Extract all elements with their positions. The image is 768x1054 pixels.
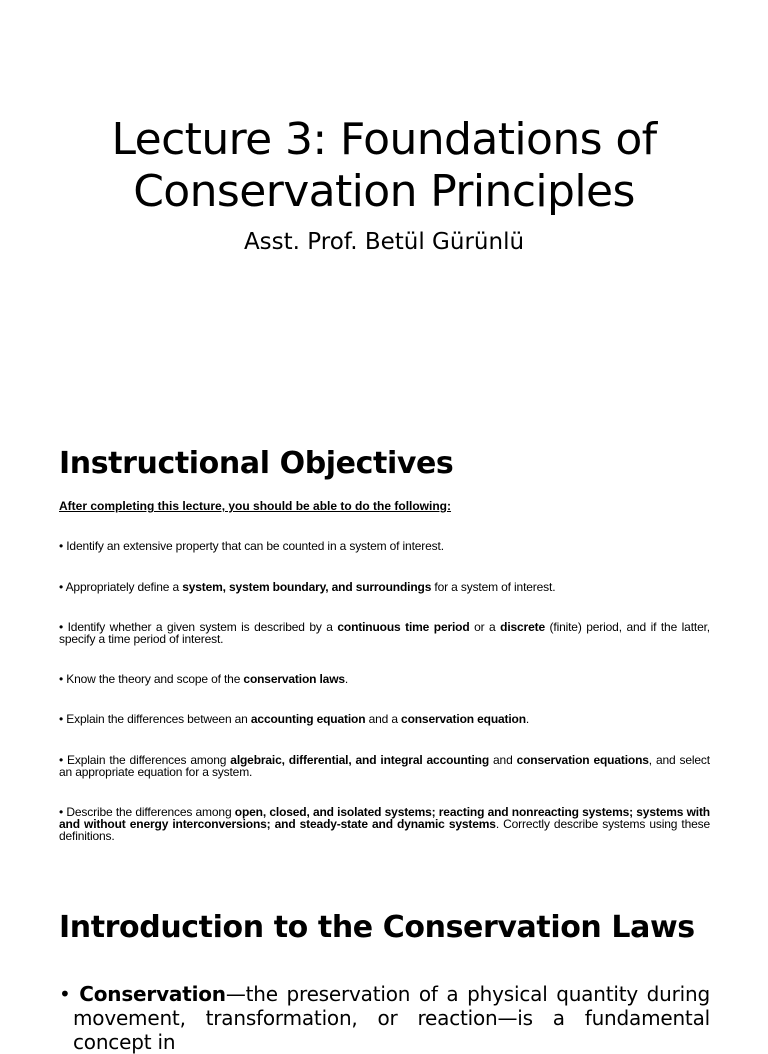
author-name: Asst. Prof. Betül Gürünlü	[243, 229, 525, 255]
lecture-title	[0, 114, 768, 218]
objective-item: • Appropriately define a system, system boundary, and surroundings for a system of interest.	[59, 580, 556, 594]
title-slide	[0, 0, 768, 400]
intro-heading: Introduction to the Conservation Laws	[59, 910, 695, 945]
objective-item: • Identify whether a given system is described by a continuous time period or a discrete (finite) period, and if the latter, specify a time period of interest.	[59, 620, 710, 646]
objectives-heading: Instructional Objectives	[59, 446, 454, 481]
objective-item: • Know the theory and scope of the conservation laws.	[59, 672, 349, 686]
objective-item: • Identify an extensive property that can be counted in a system of interest.	[59, 539, 444, 553]
objective-item: • Describe the differences among open, closed, and isolated systems; reacting and nonreacting systems; systems with and without energy interconversions; and steady-state and dynamic systems. Correctly describe systems using these definitions.	[59, 805, 710, 843]
intro-slide	[0, 900, 768, 1054]
objectives-intro: After completing this lecture, you should be able to do the following:	[59, 499, 452, 513]
lecture-title-line1: Lecture 3: Foundations of	[111, 114, 657, 165]
conservation-term: Conservation	[79, 982, 226, 1006]
objective-item: • Explain the differences between an accounting equation and a conservation equation.	[59, 712, 530, 726]
bullet-marker: •	[59, 982, 71, 1006]
objectives-slide	[0, 400, 768, 900]
lecture-title-line2: Conservation Principles	[133, 166, 635, 217]
objective-item: • Explain the differences among algebraic, differential, and integral accounting and conservation equations, and select an appropriate equation for a system.	[59, 753, 710, 779]
conservation-definition-line1: —the preservation of a physical quantity during	[225, 982, 710, 1006]
conservation-definition-line2: movement, transformation, or reaction—is a fundamental concept in	[73, 1006, 710, 1054]
conservation-bullet	[59, 982, 710, 1054]
